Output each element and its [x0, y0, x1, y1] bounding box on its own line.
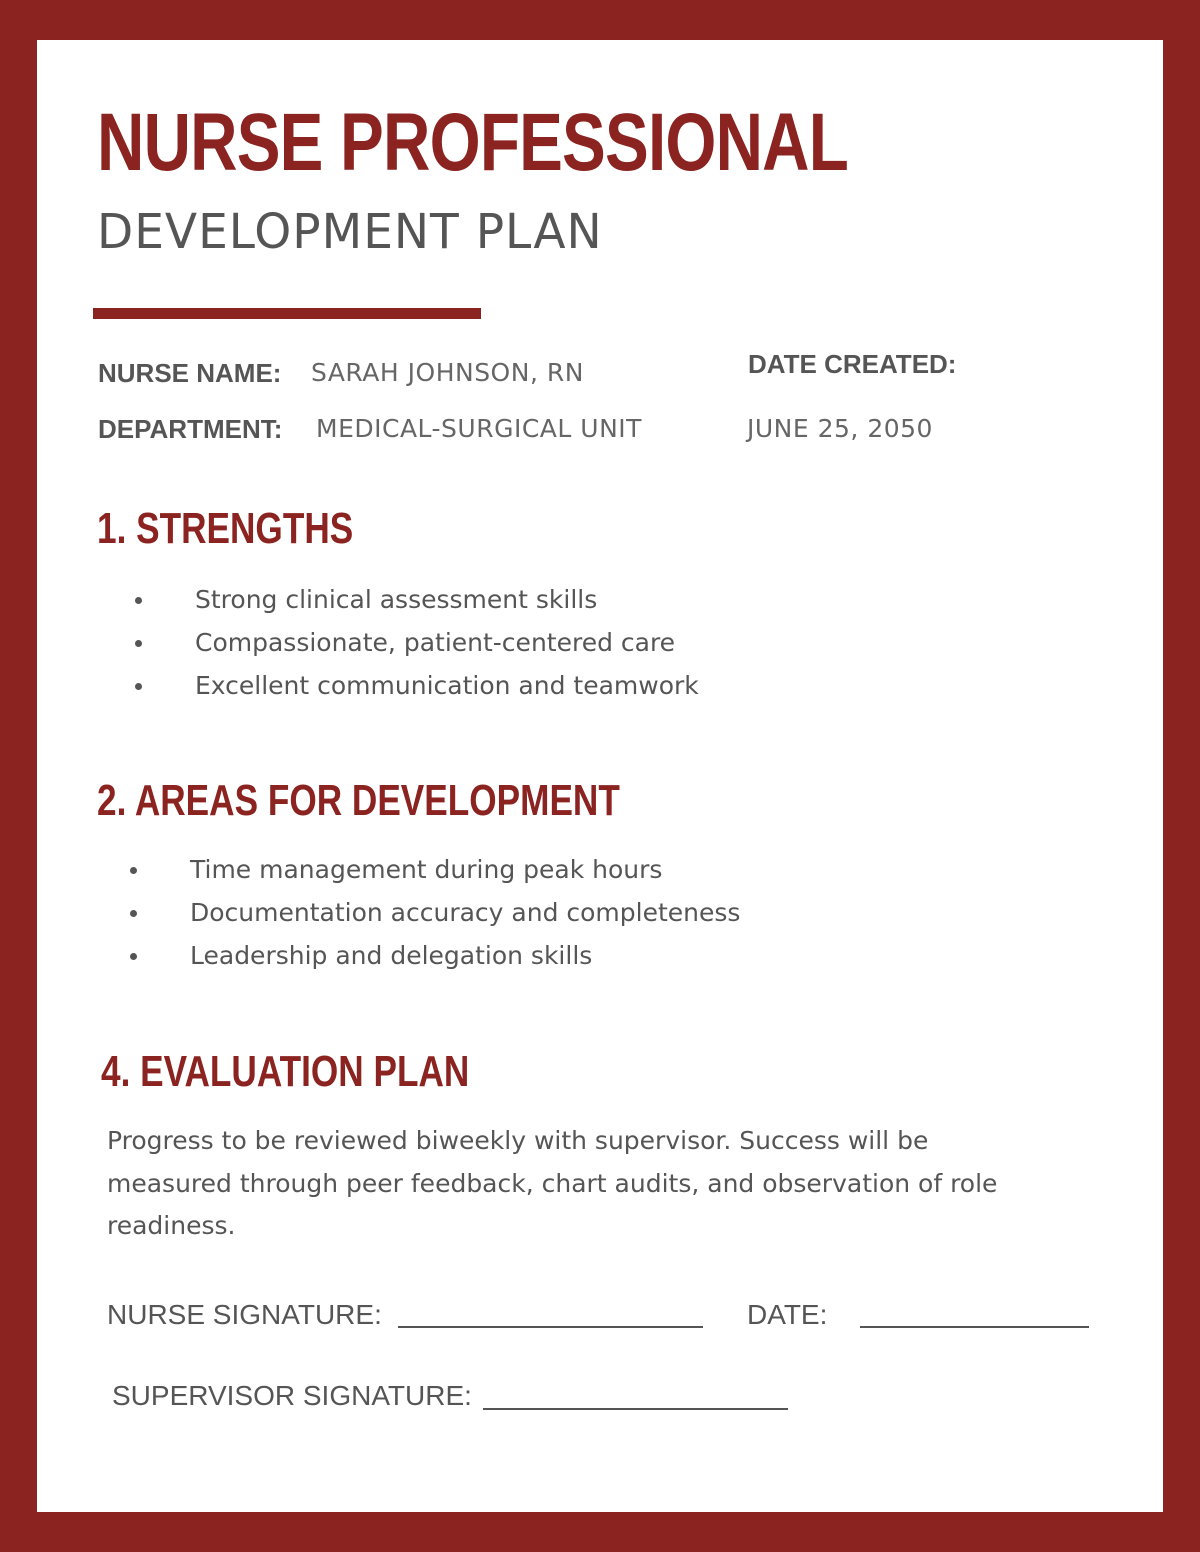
nurse-name-label: NURSE NAME:: [98, 358, 282, 388]
supervisor-signature-line[interactable]: [483, 1408, 788, 1410]
document-subtitle: DEVELOPMENT PLAN: [97, 204, 603, 260]
signature-date-line[interactable]: [860, 1326, 1089, 1328]
bullet-icon: [135, 597, 142, 604]
strengths-heading: 1. STRENGTHS: [97, 504, 354, 553]
department-value: MEDICAL-SURGICAL UNIT: [316, 414, 642, 443]
development-heading: 2. AREAS FOR DEVELOPMENT: [97, 776, 620, 825]
list-item: Leadership and delegation skills: [130, 941, 930, 984]
signature-date-label: DATE:: [747, 1299, 828, 1330]
nurse-name-value: SARAH JOHNSON, RN: [311, 358, 584, 387]
development-list: [130, 855, 930, 984]
title-divider: [93, 308, 481, 319]
date-created-value: JUNE 25, 2050: [747, 414, 933, 443]
list-item: Strong clinical assessment skills: [135, 585, 935, 628]
nurse-signature-label: NURSE SIGNATURE:: [107, 1299, 382, 1330]
list-item: Compassionate, patient-centered care: [135, 628, 935, 671]
supervisor-signature-label: SUPERVISOR SIGNATURE:: [112, 1380, 472, 1411]
bullet-icon: [135, 683, 142, 690]
department-label: DEPARTMENT:: [98, 414, 283, 444]
date-created-label: DATE CREATED:: [748, 349, 957, 379]
bullet-icon: [130, 953, 137, 960]
bullet-icon: [130, 867, 137, 874]
document-page: [37, 40, 1163, 1512]
strengths-list: [135, 585, 935, 714]
list-item: Excellent communication and teamwork: [135, 671, 935, 714]
evaluation-heading: 4. EVALUATION PLAN: [101, 1047, 470, 1096]
list-item: Documentation accuracy and completeness: [130, 898, 930, 941]
evaluation-text: Progress to be reviewed biweekly with supervisor. Success will be measured through peer feedback, chart audits, and observation of role readiness.: [107, 1126, 998, 1240]
list-item: Time management during peak hours: [130, 855, 930, 898]
bullet-icon: [135, 640, 142, 647]
document-title: NURSE PROFESSIONAL: [97, 97, 849, 188]
nurse-signature-line[interactable]: [398, 1326, 703, 1328]
bullet-icon: [130, 910, 137, 917]
